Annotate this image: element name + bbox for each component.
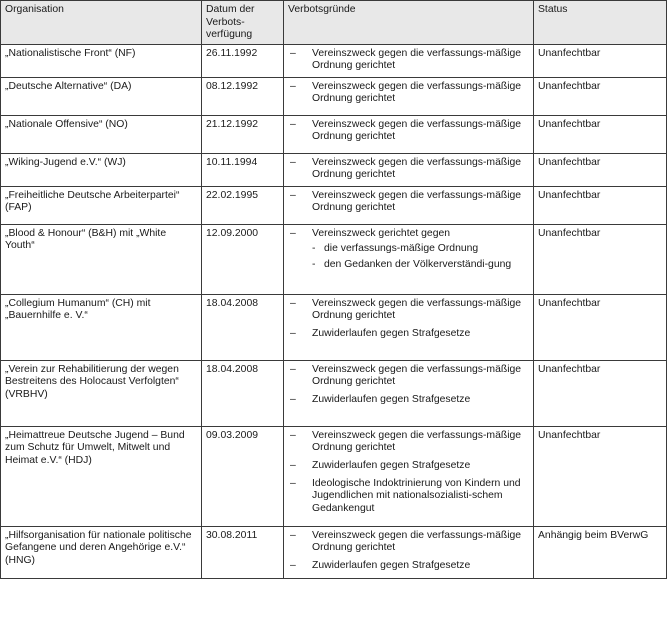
reason-item	[288, 478, 529, 516]
reason-item	[288, 81, 529, 106]
date-cell: 18.04.2008	[202, 360, 284, 426]
reason-item	[288, 530, 529, 555]
table-row	[1, 360, 667, 426]
reason-text: Vereinszweck gegen die verfassungs-mäßige Ordnung gerichtet	[312, 156, 522, 181]
table-row	[1, 153, 667, 186]
sub-reason-text: die verfassungs-mäßige Ordnung	[324, 243, 479, 255]
reasons-cell	[284, 153, 534, 186]
status-cell: Anhängig beim BVerwG	[534, 526, 667, 578]
date-cell: 21.12.1992	[202, 115, 284, 153]
reason-item	[288, 157, 529, 182]
status-cell: Unanfechtbar	[534, 44, 667, 77]
reason-text: Vereinszweck gegen die verfassungs-mäßige Ordnung gerichtet	[312, 47, 522, 72]
reason-item	[288, 328, 529, 341]
dash-bullet: –	[290, 189, 296, 201]
header-status: Status	[534, 1, 667, 45]
table-row	[1, 115, 667, 153]
reason-item	[288, 119, 529, 144]
header-organisation: Organisation	[1, 1, 202, 45]
reasons-cell	[284, 360, 534, 426]
sub-dash-bullet: -	[312, 243, 316, 255]
table-row	[1, 77, 667, 115]
status-cell: Unanfechtbar	[534, 186, 667, 224]
reasons-cell	[284, 224, 534, 294]
reasons-cell	[284, 115, 534, 153]
dash-bullet: –	[290, 429, 296, 441]
date-cell: 10.11.1994	[202, 153, 284, 186]
reason-text: Zuwiderlaufen gegen Strafgesetze	[312, 559, 471, 571]
reason-item	[288, 364, 529, 389]
table-row	[1, 294, 667, 360]
reason-item	[288, 430, 529, 455]
reason-text: Zuwiderlaufen gegen Strafgesetze	[312, 327, 471, 339]
reasons-cell	[284, 526, 534, 578]
dash-bullet: –	[290, 297, 296, 309]
date-cell: 09.03.2009	[202, 426, 284, 526]
reason-item	[288, 394, 529, 407]
status-cell: Unanfechtbar	[534, 77, 667, 115]
date-cell: 12.09.2000	[202, 224, 284, 294]
organisation-cell: „Blood & Honour“ (B&H) mit „White Youth“	[1, 224, 202, 294]
organisation-cell: „Heimattreue Deutsche Jugend – Bund zum Schutz für Umwelt, Mitwelt und Heimat e.V.“ (HDJ)	[1, 426, 202, 526]
sub-reason-item	[312, 259, 529, 272]
reason-item	[288, 228, 529, 275]
table-body	[1, 44, 667, 578]
sub-reason-item	[312, 243, 529, 256]
status-cell: Unanfechtbar	[534, 153, 667, 186]
sub-dash-bullet: -	[312, 258, 316, 270]
status-cell: Unanfechtbar	[534, 360, 667, 426]
reason-item	[288, 560, 529, 573]
reason-text: Vereinszweck gegen die verfassungs-mäßige Ordnung gerichtet	[312, 529, 522, 554]
dash-bullet: –	[290, 327, 296, 339]
reasons-cell	[284, 186, 534, 224]
date-cell: 18.04.2008	[202, 294, 284, 360]
reason-text: Vereinszweck gegen die verfassungs-mäßige Ordnung gerichtet	[312, 363, 522, 388]
dash-bullet: –	[290, 363, 296, 375]
dash-bullet: –	[290, 477, 296, 489]
organisation-cell: „Wiking-Jugend e.V.“ (WJ)	[1, 153, 202, 186]
organisation-cell: „Collegium Humanum“ (CH) mit „Bauernhilfe e. V.“	[1, 294, 202, 360]
status-cell: Unanfechtbar	[534, 115, 667, 153]
date-cell: 26.11.1992	[202, 44, 284, 77]
dash-bullet: –	[290, 559, 296, 571]
sub-reason-text: den Gedanken der Völkerverständi-gung	[324, 258, 512, 270]
organisation-cell: „Verein zur Rehabilitierung der wegen Bestreitens des Holocaust Verfolgten“ (VRBHV)	[1, 360, 202, 426]
organisation-cell: „Nationalistische Front“ (NF)	[1, 44, 202, 77]
reason-text: Vereinszweck gegen die verfassungs-mäßige Ordnung gerichtet	[312, 429, 522, 454]
status-cell: Unanfechtbar	[534, 426, 667, 526]
table-row	[1, 44, 667, 77]
dash-bullet: –	[290, 529, 296, 541]
dash-bullet: –	[290, 227, 296, 239]
dash-bullet: –	[290, 80, 296, 92]
dash-bullet: –	[290, 459, 296, 471]
organisation-cell: „Hilfsorganisation für nationale politische Gefangene und deren Angehörige e.V.“ (HNG)	[1, 526, 202, 578]
dash-bullet: –	[290, 47, 296, 59]
organisation-cell: „Freiheitliche Deutsche Arbeiterpartei“ (FAP)	[1, 186, 202, 224]
reason-item	[288, 48, 529, 73]
reason-text: Vereinszweck gegen die verfassungs-mäßige Ordnung gerichtet	[312, 297, 522, 322]
table-row	[1, 526, 667, 578]
header-reasons: Verbotsgründe	[284, 1, 534, 45]
header-date: Datum der Verbots-verfügung	[202, 1, 284, 45]
sub-reason-list	[312, 243, 529, 271]
reasons-cell	[284, 77, 534, 115]
organisation-cell: „Nationale Offensive“ (NO)	[1, 115, 202, 153]
organisation-cell: „Deutsche Alternative“ (DA)	[1, 77, 202, 115]
reasons-cell	[284, 44, 534, 77]
reason-item	[288, 190, 529, 215]
reason-item	[288, 298, 529, 323]
reason-text: Ideologische Indoktrinierung von Kindern und Jugendlichen mit nationalsozialisti-schem Gedankengut	[312, 477, 521, 514]
dash-bullet: –	[290, 118, 296, 130]
table-row	[1, 426, 667, 526]
reasons-cell	[284, 294, 534, 360]
reason-text: Vereinszweck gegen die verfassungs-mäßige Ordnung gerichtet	[312, 118, 522, 143]
table-row	[1, 224, 667, 294]
header-row	[1, 1, 667, 45]
date-cell: 30.08.2011	[202, 526, 284, 578]
reason-text: Vereinszweck gegen die verfassungs-mäßige Ordnung gerichtet	[312, 80, 522, 105]
date-cell: 22.02.1995	[202, 186, 284, 224]
dash-bullet: –	[290, 156, 296, 168]
date-cell: 08.12.1992	[202, 77, 284, 115]
reason-text: Zuwiderlaufen gegen Strafgesetze	[312, 459, 471, 471]
table-row	[1, 186, 667, 224]
reason-text: Vereinszweck gegen die verfassungs-mäßige Ordnung gerichtet	[312, 189, 522, 214]
status-cell: Unanfechtbar	[534, 294, 667, 360]
status-cell: Unanfechtbar	[534, 224, 667, 294]
reason-item	[288, 460, 529, 473]
dash-bullet: –	[290, 393, 296, 405]
reasons-cell	[284, 426, 534, 526]
reason-text: Zuwiderlaufen gegen Strafgesetze	[312, 393, 471, 405]
reason-text: Vereinszweck gerichtet gegen	[312, 227, 451, 239]
